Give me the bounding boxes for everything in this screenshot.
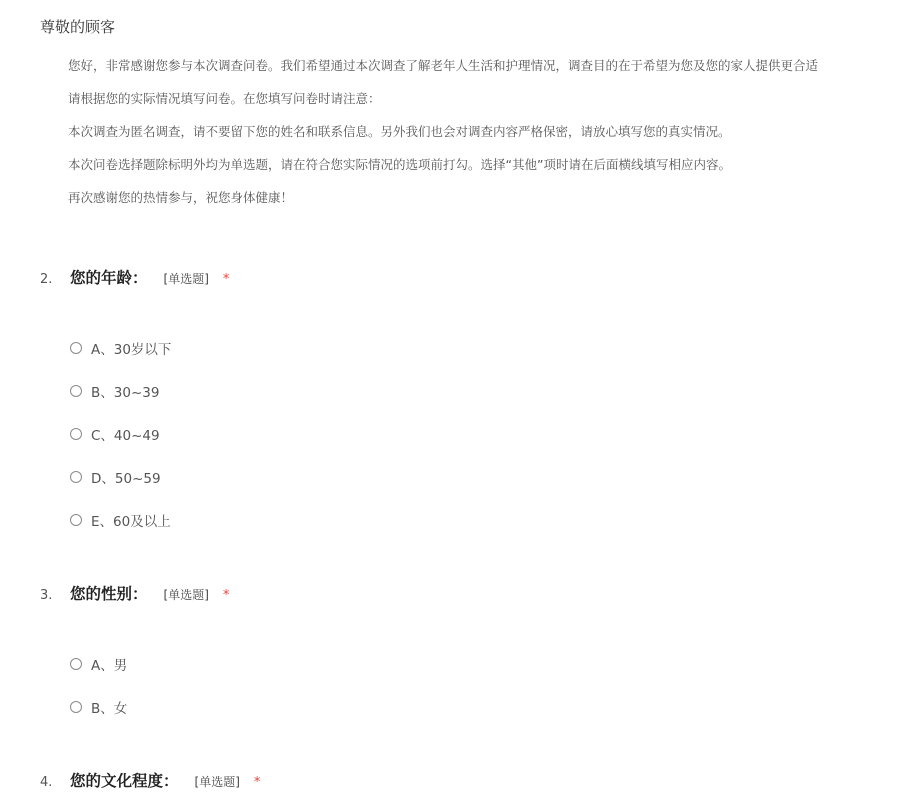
required-mark: *	[222, 272, 230, 287]
radio-button[interactable]	[70, 514, 82, 526]
radio-option-age-a[interactable]	[70, 326, 171, 369]
question-header	[40, 769, 900, 793]
question-education	[40, 769, 900, 793]
intro-line: 本次调查为匿名调查，请不要留下您的姓名和联系信息。另外我们也会对调查内容严格保密，请放心填写您的真实情况。	[68, 124, 731, 139]
radio-button[interactable]	[70, 428, 82, 440]
option-label: A、男	[91, 657, 128, 674]
question-title: 您的性别：	[70, 585, 148, 603]
option-list	[70, 326, 171, 541]
radio-button[interactable]	[70, 471, 82, 483]
radio-option-age-c[interactable]	[70, 412, 171, 455]
radio-button[interactable]	[70, 701, 82, 713]
option-label: B、女	[91, 700, 128, 717]
intro-text	[68, 56, 900, 221]
required-mark: *	[222, 588, 230, 603]
question-header	[40, 266, 900, 290]
option-label: B、30~39	[91, 384, 160, 401]
question-number: 2.	[40, 272, 53, 287]
radio-option-age-d[interactable]	[70, 455, 171, 498]
radio-option-age-b[interactable]	[70, 369, 171, 412]
radio-button[interactable]	[70, 385, 82, 397]
question-type-tag: [单选题]	[163, 272, 209, 286]
intro-line: 再次感谢您的热情参与，祝您身体健康！	[68, 190, 294, 205]
radio-option-gender-b[interactable]	[70, 685, 127, 728]
required-mark: *	[253, 775, 261, 790]
radio-button[interactable]	[70, 658, 82, 670]
option-label: D、50~59	[91, 470, 161, 487]
radio-option-age-e[interactable]	[70, 498, 171, 541]
question-number: 3.	[40, 588, 53, 603]
question-number: 4.	[40, 775, 53, 790]
intro-line: 您好，非常感谢您参与本次调查问卷。我们希望通过本次调查了解老年人生活和护理情况，调查目的在于希望为您及您的家人提供更合适	[68, 58, 819, 73]
question-header	[40, 582, 900, 606]
question-title: 您的年龄：	[70, 269, 148, 287]
option-label: E、60及以上	[91, 513, 171, 530]
radio-button[interactable]	[70, 342, 82, 354]
option-label: C、40~49	[91, 427, 160, 444]
question-age	[40, 266, 900, 530]
greeting-title: 尊敬的顾客	[40, 18, 116, 36]
question-type-tag: [单选题]	[194, 775, 240, 789]
option-list	[70, 642, 127, 728]
option-label: A、30岁以下	[91, 341, 172, 358]
radio-option-gender-a[interactable]	[70, 642, 127, 685]
intro-line: 请根据您的实际情况填写问卷。在您填写问卷时请注意：	[68, 91, 381, 106]
question-title: 您的文化程度：	[70, 772, 179, 790]
intro-line: 本次问卷选择题除标明外均为单选题，请在符合您实际情况的选项前打勾。选择“其他”项时请在后面横线填写相应内容。	[68, 157, 731, 172]
question-gender	[40, 582, 900, 717]
question-type-tag: [单选题]	[163, 588, 209, 602]
